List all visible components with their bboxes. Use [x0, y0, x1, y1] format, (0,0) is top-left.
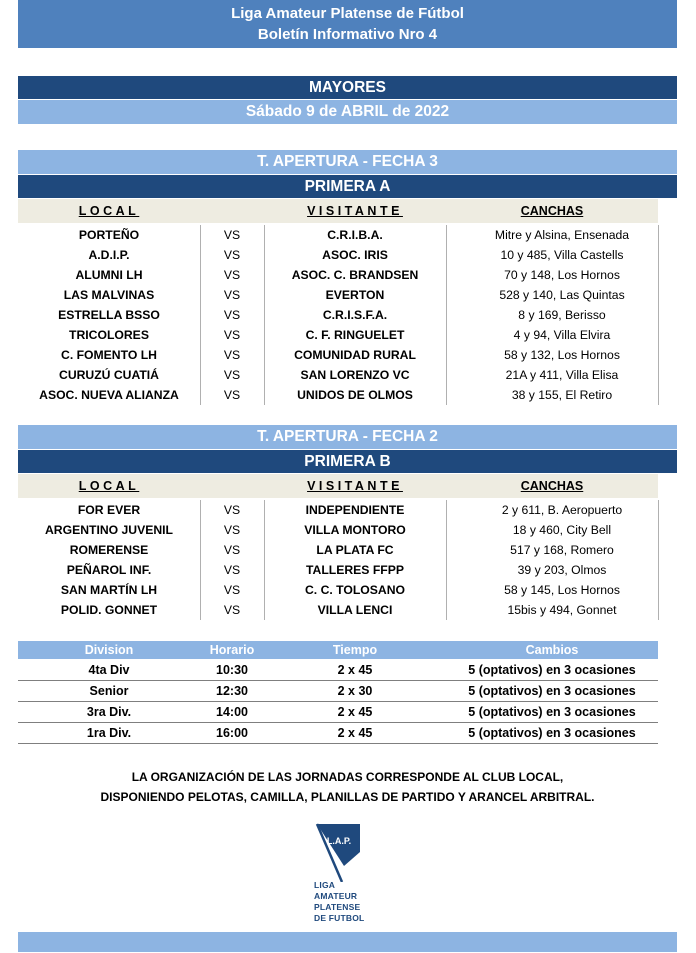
field-location: 8 y 169, Berisso: [518, 308, 606, 322]
col-local-header: LOCAL: [78, 479, 140, 493]
column-divider: [264, 500, 265, 620]
flag-icon: [312, 822, 372, 882]
vs-label: VS: [223, 583, 241, 597]
visitor-team: ASOC. IRIS: [322, 248, 388, 262]
category-title: MAYORES: [18, 76, 677, 99]
vs-label: VS: [223, 563, 241, 577]
match-row: [18, 285, 658, 305]
flag-text: L.A.P.: [326, 836, 352, 846]
local-team: C. FOMENTO LH: [61, 348, 157, 362]
schedule-header: [18, 641, 658, 659]
local-team: FOR EVER: [77, 503, 141, 517]
schedule-row: [18, 723, 658, 744]
schedule-duration: 2 x 30: [337, 684, 373, 698]
visitor-team: ASOC. C. BRANDSEN: [291, 268, 419, 282]
visitor-team: C. C. TOLOSANO: [305, 583, 405, 597]
col-local-header: LOCAL: [78, 204, 140, 218]
field-location: 2 y 611, B. Aeropuerto: [501, 503, 623, 517]
organization-notice: [18, 767, 677, 807]
league-title: Liga Amateur Platense de Fútbol: [231, 5, 464, 22]
col-canchas-header: CANCHAS: [520, 204, 584, 218]
column-divider: [658, 500, 659, 620]
local-team: ROMERENSE: [69, 543, 149, 557]
visitor-team: UNIDOS DE OLMOS: [297, 388, 413, 402]
column-divider: [264, 225, 265, 405]
section-b-matches: [18, 500, 658, 620]
local-team: ASOC. NUEVA ALIANZA: [39, 388, 179, 402]
match-row: [18, 600, 658, 620]
match-row: [18, 305, 658, 325]
vs-label: VS: [223, 503, 241, 517]
vs-label: VS: [223, 288, 241, 302]
schedule-substitutions: 5 (optativos) en 3 ocasiones: [468, 705, 636, 719]
match-date: Sábado 9 de ABRIL de 2022: [18, 100, 677, 124]
vs-label: VS: [223, 368, 241, 382]
section-a-table-header: [18, 199, 658, 223]
match-row: [18, 500, 658, 520]
schedule-row: [18, 702, 658, 723]
schedule-time: 10:30: [216, 663, 248, 677]
local-team: PEÑAROL INF.: [66, 563, 152, 577]
column-divider: [446, 225, 447, 405]
league-logo: [312, 822, 372, 882]
schedule-substitutions: 5 (optativos) en 3 ocasiones: [468, 726, 636, 740]
vs-label: VS: [223, 248, 241, 262]
schedule-row: [18, 681, 658, 702]
logo-text: LIGA AMATEUR PLATENSE DE FUTBOL: [314, 880, 365, 923]
schedule-duration: 2 x 45: [337, 663, 373, 677]
schedule-time: 14:00: [216, 705, 248, 719]
schedule-row: [18, 660, 658, 681]
match-row: [18, 580, 658, 600]
schedule-time: 12:30: [216, 684, 248, 698]
section-a-tournament: T. APERTURA - FECHA 3: [18, 150, 677, 174]
field-location: 528 y 140, Las Quintas: [499, 288, 625, 302]
vs-label: VS: [223, 603, 241, 617]
section-a-division: PRIMERA A: [18, 175, 677, 198]
schedule-division: 3ra Div.: [86, 705, 132, 719]
section-b-division: PRIMERA B: [18, 450, 677, 473]
local-team: ARGENTINO JUVENIL: [45, 523, 173, 537]
field-location: 70 y 148, Los Hornos: [504, 268, 620, 282]
field-location: 58 y 145, Los Hornos: [504, 583, 620, 597]
vs-label: VS: [223, 388, 241, 402]
schedule-time: 16:00: [216, 726, 248, 740]
match-row: [18, 385, 658, 405]
match-row: [18, 225, 658, 245]
field-location: 21A y 411, Villa Elisa: [505, 368, 619, 382]
schedule-division: Senior: [89, 684, 129, 698]
visitor-team: VILLA LENCI: [317, 603, 393, 617]
visitor-team: INDEPENDIENTE: [305, 503, 405, 517]
notice-line-1: LA ORGANIZACIÓN DE LAS JORNADAS CORRESPONDE AL CLUB LOCAL,: [131, 770, 564, 784]
match-row: [18, 265, 658, 285]
schedule-division: 4ta Div: [88, 663, 130, 677]
local-team: CURUZÚ CUATIÁ: [59, 368, 159, 382]
schedule-substitutions: 5 (optativos) en 3 ocasiones: [468, 663, 636, 677]
schedule-duration: 2 x 45: [337, 726, 373, 740]
local-team: ESTRELLA BSSO: [58, 308, 160, 322]
schedule-tiempo-header: Tiempo: [332, 643, 378, 657]
field-location: Mitre y Alsina, Ensenada: [494, 228, 630, 242]
col-visitante-header: VISITANTE: [307, 204, 403, 218]
field-location: 4 y 94, Villa Elvira: [513, 328, 611, 342]
visitor-team: EVERTON: [325, 288, 385, 302]
vs-label: VS: [223, 308, 241, 322]
match-row: [18, 245, 658, 265]
match-row: [18, 520, 658, 540]
match-row: [18, 560, 658, 580]
visitor-team: C. F. RINGUELET: [305, 328, 405, 342]
vs-label: VS: [223, 268, 241, 282]
visitor-team: C.R.I.B.A.: [327, 228, 383, 242]
section-b-tournament: T. APERTURA - FECHA 2: [18, 425, 677, 449]
section-a-matches: [18, 225, 658, 405]
vs-label: VS: [223, 523, 241, 537]
schedule-table: [18, 660, 658, 744]
local-team: A.D.I.P.: [88, 248, 130, 262]
schedule-cambios-header: Cambios: [525, 643, 579, 657]
field-location: 18 y 460, City Bell: [512, 523, 612, 537]
visitor-team: COMUNIDAD RURAL: [294, 348, 416, 362]
schedule-division-header: Division: [84, 643, 134, 657]
schedule-substitutions: 5 (optativos) en 3 ocasiones: [468, 684, 636, 698]
local-team: ALUMNI LH: [75, 268, 143, 282]
match-row: [18, 365, 658, 385]
bulletin-subtitle: Boletín Informativo Nro 4: [257, 26, 438, 43]
column-divider: [658, 225, 659, 405]
visitor-team: SAN LORENZO VC: [300, 368, 410, 382]
vs-label: VS: [223, 543, 241, 557]
col-visitante-header: VISITANTE: [307, 479, 403, 493]
field-location: 58 y 132, Los Hornos: [504, 348, 620, 362]
match-row: [18, 345, 658, 365]
vs-label: VS: [223, 228, 241, 242]
local-team: TRICOLORES: [69, 328, 149, 342]
field-location: 517 y 168, Romero: [510, 543, 614, 557]
col-canchas-header: CANCHAS: [520, 479, 584, 493]
section-b-table-header: [18, 474, 658, 498]
vs-label: VS: [223, 328, 241, 342]
local-team: POLID. GONNET: [60, 603, 158, 617]
footer-bar: [18, 932, 677, 952]
bulletin-header: [18, 0, 677, 48]
field-location: 10 y 485, Villa Castells: [500, 248, 624, 262]
local-team: LAS MALVINAS: [63, 288, 155, 302]
schedule-division: 1ra Div.: [86, 726, 132, 740]
field-location: 38 y 155, El Retiro: [511, 388, 613, 402]
visitor-team: LA PLATA FC: [316, 543, 394, 557]
visitor-team: TALLERES FFPP: [306, 563, 404, 577]
visitor-team: VILLA MONTORO: [304, 523, 406, 537]
column-divider: [446, 500, 447, 620]
schedule-horario-header: Horario: [209, 643, 255, 657]
match-row: [18, 540, 658, 560]
column-divider: [200, 225, 201, 405]
schedule-duration: 2 x 45: [337, 705, 373, 719]
visitor-team: C.R.I.S.F.A.: [322, 308, 388, 322]
field-location: 39 y 203, Olmos: [517, 563, 607, 577]
vs-label: VS: [223, 348, 241, 362]
column-divider: [200, 500, 201, 620]
local-team: SAN MARTÍN LH: [60, 583, 158, 597]
local-team: PORTEÑO: [78, 228, 140, 242]
notice-line-2: DISPONIENDO PELOTAS, CAMILLA, PLANILLAS DE PARTIDO Y ARANCEL ARBITRAL.: [100, 790, 595, 804]
match-row: [18, 325, 658, 345]
field-location: 15bis y 494, Gonnet: [507, 603, 617, 617]
